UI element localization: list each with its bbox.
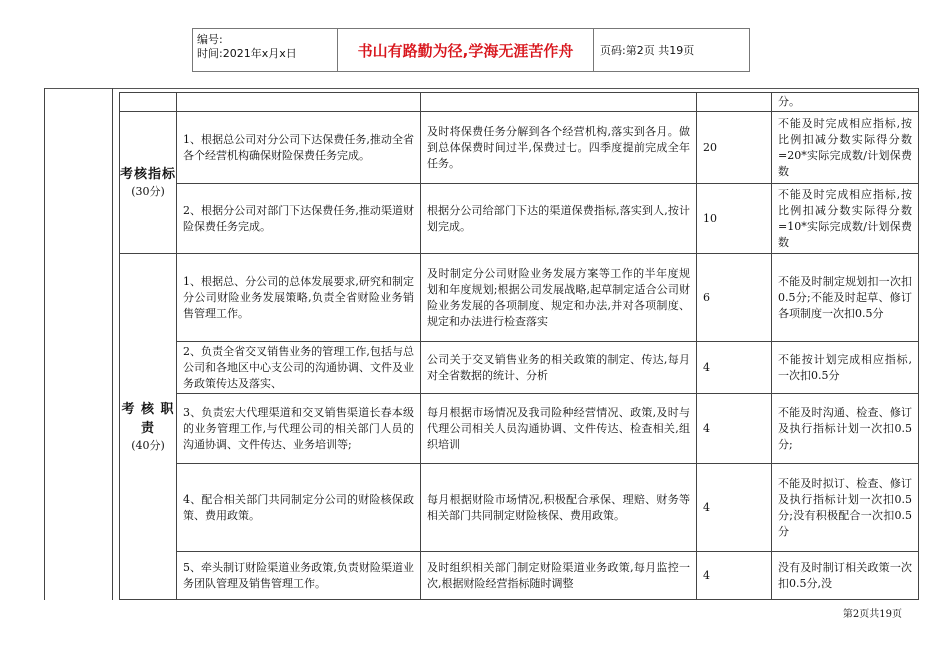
table-row	[120, 342, 919, 394]
section-title: 考核指标	[120, 167, 177, 182]
standard-cell: 每月根据市场情况及我司险种经营情况、政策,及时与代理公司相关人员沟通协调、文件传达、检查相关,组织培训	[421, 394, 697, 464]
outer-left-border	[44, 88, 45, 600]
table-cell	[120, 93, 177, 112]
duty-cell: 2、根据分公司对部门下达保费任务,推动渠道财险保费任务完成。	[177, 184, 421, 254]
standard-cell: 每月根据财险市场情况,积极配合承保、理赔、财务等相关部门共同制定财险核保、费用政策。	[421, 464, 697, 552]
weight-cell: 4	[697, 342, 772, 394]
section-title: 考 核 职 责	[121, 401, 175, 436]
table-row	[120, 552, 919, 600]
penalty-cell: 不能及时拟订、检查、修订及执行指标计划一次扣0.5分;没有积极配合一次扣0.5分	[772, 464, 919, 552]
weight-cell: 4	[697, 464, 772, 552]
doc-number-label: 编号:	[197, 33, 223, 46]
penalty-cell: 没有及时制订相关政策一次扣0.5分,没	[772, 552, 919, 600]
standard-cell: 及时组织相关部门制定财险渠道业务政策,每月监控一次,根据财险经营指标随时调整	[421, 552, 697, 600]
standard-cell: 及时将保费任务分解到各个经营机构,落实到各月。做到总体保费时间过半,保费过七。四季度提前完成全年任务。	[421, 112, 697, 184]
header-slogan: 书山有路勤为径,学海无涯苦作舟	[338, 29, 594, 71]
duty-cell: 1、根据总、分公司的总体发展要求,研究和制定分公司财险业务发展策略,负责全省财险业务销售管理工作。	[177, 254, 421, 342]
weight-cell: 6	[697, 254, 772, 342]
category-column-border	[112, 88, 113, 600]
table-row	[120, 464, 919, 552]
standard-cell: 公司关于交叉销售业务的相关政策的制定、传达,每月对全省数据的统计、分析	[421, 342, 697, 394]
date-label: 时间:2021年x月x日	[197, 47, 297, 60]
duty-cell: 4、配合相关部门共同制定分公司的财险核保政策、费用政策。	[177, 464, 421, 552]
section-score: (40分)	[131, 438, 165, 452]
table-row	[120, 394, 919, 464]
section-duties	[120, 254, 177, 600]
duty-cell: 2、负责全省交叉销售业务的管理工作,包括与总公司和各地区中心支公司的沟通协调、文件及业务政策传达及落实、	[177, 342, 421, 394]
table-row	[120, 112, 919, 184]
penalty-cell: 不能及时沟通、检查、修订及执行指标计划一次扣0.5分;	[772, 394, 919, 464]
table-cell	[177, 93, 421, 112]
page-footer: 第2页共19页	[842, 609, 902, 620]
header-page-label: 页码:第2页 共19页	[600, 44, 695, 57]
section-score: (30分)	[131, 185, 165, 198]
table-row	[120, 93, 919, 112]
table-row	[120, 254, 919, 342]
weight-cell: 10	[697, 184, 772, 254]
page-header	[192, 28, 750, 72]
penalty-cell: 分。	[772, 93, 919, 112]
penalty-cell: 不能按计划完成相应指标,一次扣0.5分	[772, 342, 919, 394]
penalty-cell: 不能及时完成相应指标,按比例扣减分数实际得分数=20*实际完成数/计划保费数	[772, 112, 919, 184]
duty-cell: 1、根据总公司对分公司下达保费任务,推动全省各个经营机构确保财险保费任务完成。	[177, 112, 421, 184]
table-cell	[421, 93, 697, 112]
duty-cell: 3、负责宏大代理渠道和交叉销售渠道长春本级的业务管理工作,与代理公司的相关部门人员的沟通协调、文件传达、业务培训等;	[177, 394, 421, 464]
weight-cell: 4	[697, 394, 772, 464]
assessment-table	[119, 92, 919, 600]
weight-cell: 4	[697, 552, 772, 600]
duty-cell: 5、牵头制订财险渠道业务政策,负责财险渠道业务团队管理及销售管理工作。	[177, 552, 421, 600]
standard-cell: 根据分公司给部门下达的渠道保费指标,落实到人,按计划完成。	[421, 184, 697, 254]
header-meta	[193, 29, 338, 71]
penalty-cell: 不能及时完成相应指标,按比例扣减分数实际得分数=10*实际完成数/计划保费数	[772, 184, 919, 254]
penalty-cell: 不能及时制定规划扣一次扣0.5分;不能及时起草、修订各项制度一次扣0.5分	[772, 254, 919, 342]
table-frame-top	[44, 88, 919, 89]
standard-cell: 及时制定分公司财险业务发展方案等工作的半年度规划和年度规划;根据公司发展战略,起草制定适合公司财险业务发展的各项制度、规定和办法,并对各项制度、规定和办法进行检查落实	[421, 254, 697, 342]
section-indicators	[120, 112, 177, 254]
table-cell	[697, 93, 772, 112]
weight-cell: 20	[697, 112, 772, 184]
table-row	[120, 184, 919, 254]
